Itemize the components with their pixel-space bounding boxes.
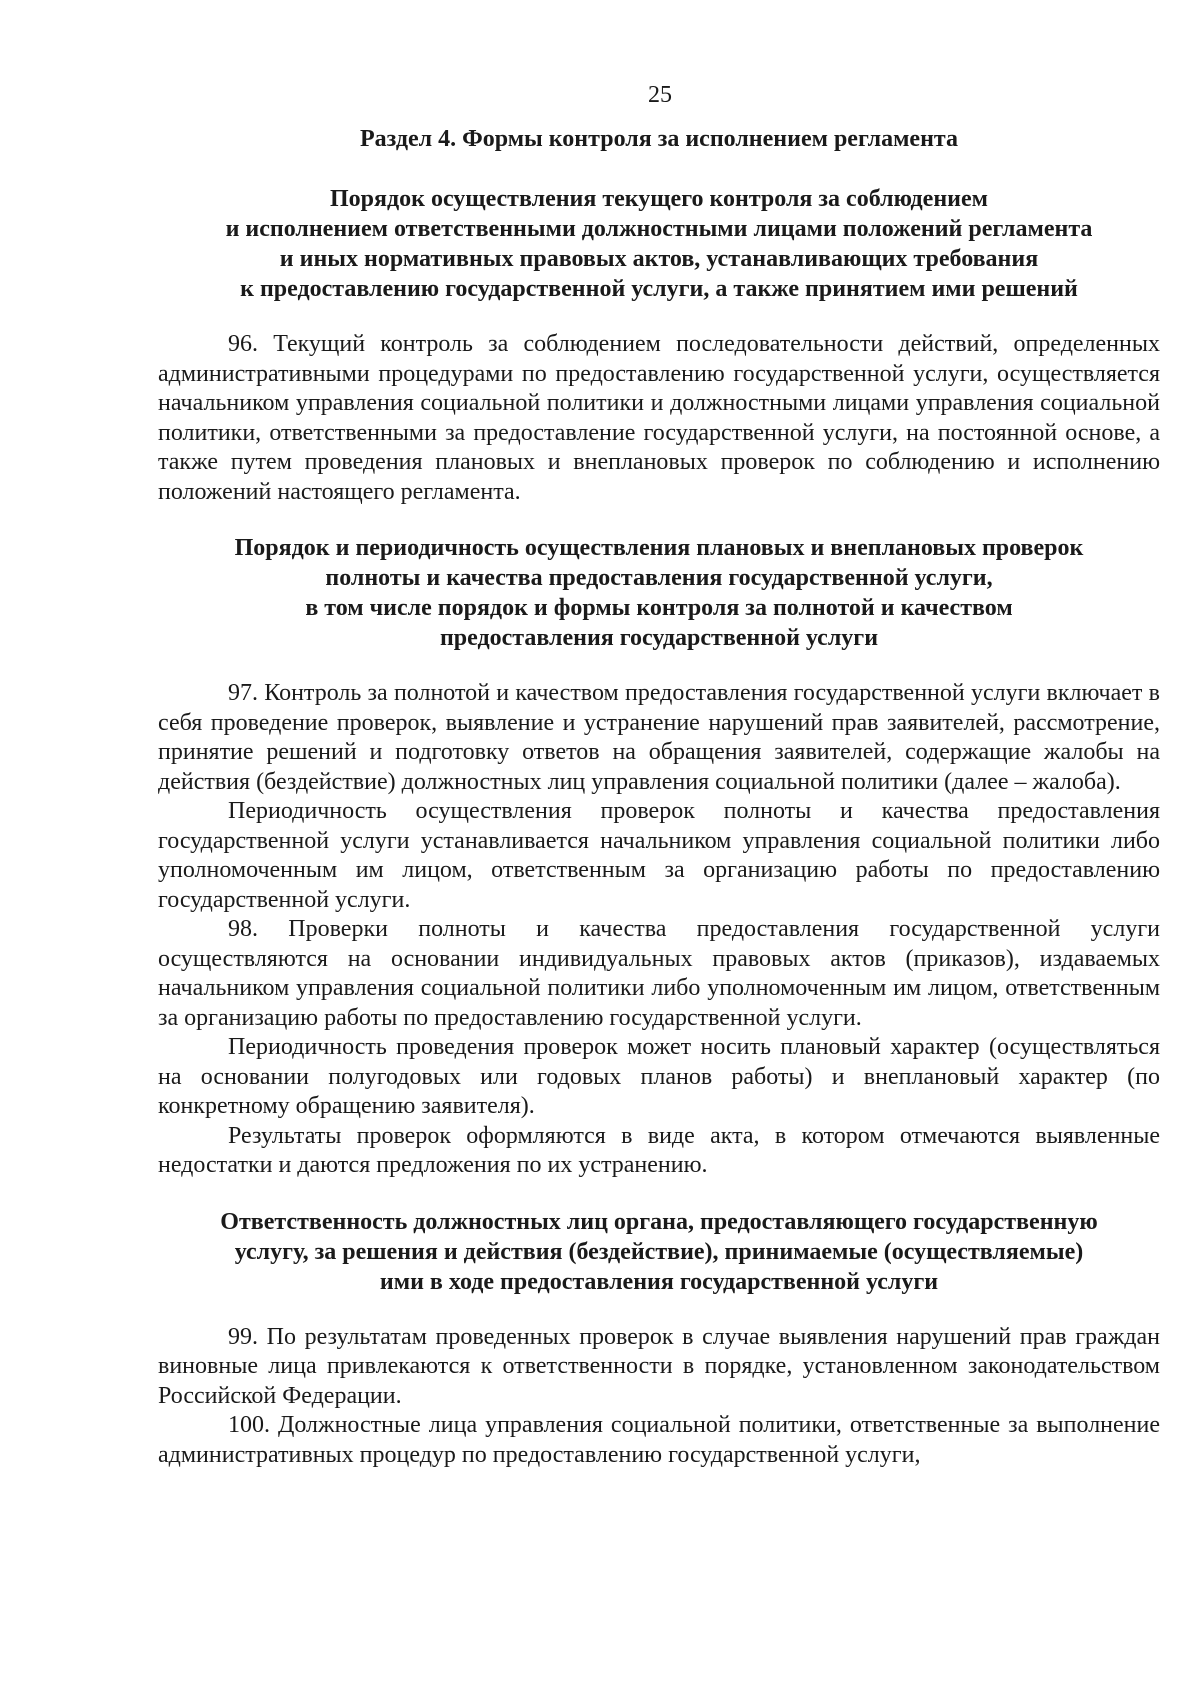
paragraph-96: 96. Текущий контроль за соблюдением последовательности действий, определенных административными процедурами по предоставлению государственной услуги, осуществляется начальником управления социальной политики и должностными лицами управления социальной политики, ответственными за предоставление государственной услуги, на постоянной основе, а также путем проведения плановых и внеплановых проверок по соблюдению и исполнению положений настоящего регламента.	[158, 331, 1160, 505]
heading-line: и иных нормативных правовых актов, устанавливающих требования	[279, 246, 1039, 272]
heading-line: услугу, за решения и действия (бездействие), принимаемые (осуществляемые)	[234, 1238, 1084, 1265]
subsection-heading-inspections	[158, 533, 1160, 653]
page-number: 25	[648, 82, 672, 108]
heading-line: Порядок осуществления текущего контроля за соблюдением	[330, 186, 988, 212]
heading-line: и исполнением ответственными должностными лицами положений регламента	[225, 216, 1093, 242]
heading-line: к предоставлению государственной услуги, а также принятием ими решений	[240, 276, 1078, 302]
heading-line: Порядок и периодичность осуществления плановых и внеплановых проверок	[234, 535, 1084, 561]
paragraph-98-periodicity: Периодичность проведения проверок может носить плановый характер (осуществляться на основании полугодовых или годовых планов работы) и внеплановый характер (по конкретному обращению заявителя).	[158, 1034, 1160, 1119]
heading-line: Ответственность должностных лиц органа, предоставляющего государственную	[220, 1208, 1098, 1235]
paragraph-97-periodicity: Периодичность осуществления проверок полноты и качества предоставления государственной услуги устанавливается начальником управления социальной политики либо уполномоченным им лицом, ответственным за организацию работы по предоставлению государственной услуги.	[158, 798, 1160, 913]
page-content	[158, 110, 1160, 1470]
paragraph-99: 99. По результатам проведенных проверок в случае выявления нарушений прав граждан виновные лица привлекаются к ответственности в порядке, установленном законодательством Российской Федерации.	[158, 1323, 1160, 1409]
heading-line: предоставления государственной услуги	[439, 625, 879, 651]
subsection-heading-current-control	[158, 184, 1160, 304]
paragraph-98-results: Результаты проверок оформляются в виде акта, в котором отмечаются выявленные недостатки и даются предложения по их устранению.	[158, 1122, 1160, 1178]
paragraph-100: 100. Должностные лица управления социальной политики, ответственные за выполнение административных процедур по предоставлению государственной услуги,	[158, 1412, 1160, 1468]
heading-line: ими в ходе предоставления государственной услуги	[379, 1268, 939, 1295]
subsection-heading-responsibility	[158, 1207, 1160, 1297]
paragraph-97: 97. Контроль за полнотой и качеством предоставления государственной услуги включает в себя проведение проверок, выявление и устранение нарушений прав заявителей, рассмотрение, принятие решений и подготовку ответов на обращения заявителей, содержащие жалобы на действия (бездействие) должностных лиц управления социальной политики (далее – жалоба).	[158, 680, 1160, 795]
paragraph-98: 98. Проверки полноты и качества предоставления государственной услуги осуществляются на основании индивидуальных правовых актов (приказов), издаваемых начальником управления социальной политики либо уполномоченным им лицом, ответственным за организацию работы по предоставлению государственной услуги.	[158, 916, 1160, 1031]
heading-line: в том числе порядок и формы контроля за полнотой и качеством	[305, 595, 1013, 621]
section-title: Раздел 4. Формы контроля за исполнением регламента	[359, 126, 958, 152]
heading-line: полноты и качества предоставления государственной услуги,	[325, 565, 993, 591]
